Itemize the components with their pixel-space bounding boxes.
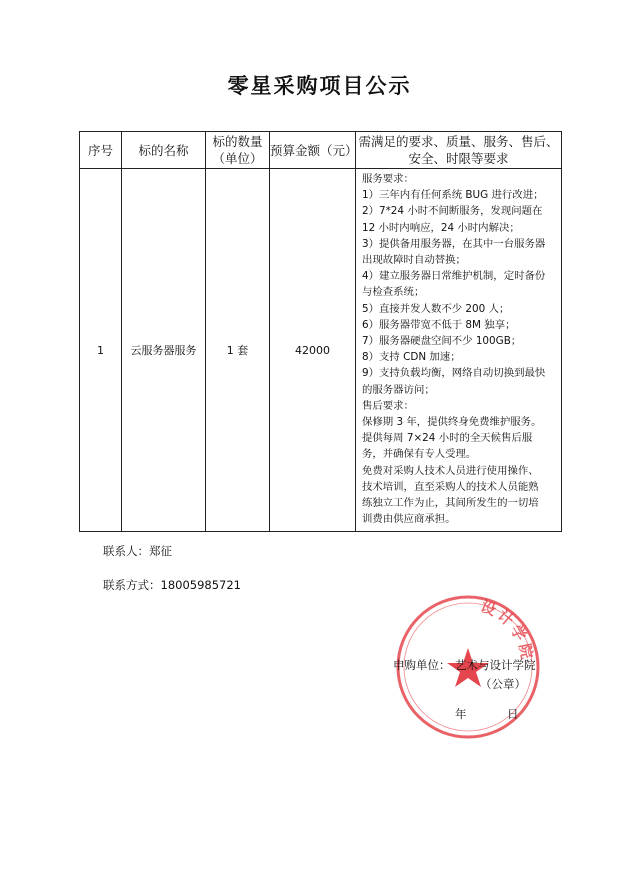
req-line: 4）建立服务器日常维护机制，定时备份	[362, 270, 546, 283]
header-budget: 预算金额（元）	[270, 132, 356, 169]
header-name: 标的名称	[122, 132, 206, 169]
req-line: 免费对采购人技术人员进行使用操作、	[362, 464, 539, 477]
req-line: 服务要求：	[362, 173, 414, 185]
header-seq: 序号	[80, 132, 122, 169]
req-line: 售后要求：	[362, 399, 414, 412]
applicant-label: 申购单位：	[393, 658, 451, 672]
contact-person	[103, 543, 172, 559]
header-req-line2: 安全、时限等要求	[408, 151, 509, 166]
req-line: 2）7*24 小时不间断服务，发现问题在	[362, 205, 543, 218]
req-line: 5）直接并发人数不少 200 人；	[362, 302, 510, 315]
req-line: 技术培训，直至采购人的技术人员能熟	[362, 480, 539, 493]
req-line: 提供每周 7×24 小时的全天候售后服	[362, 432, 533, 445]
contact-phone	[103, 577, 241, 593]
applicant-unit-value: 艺术与设计学院	[455, 658, 536, 672]
page-title: 零星采购项目公示	[227, 74, 412, 98]
req-line: 保修期 3 年，提供终身免费维护服务。	[362, 416, 542, 429]
contact-person-value: 郑征	[149, 544, 172, 558]
cell-name: 云服务器服务	[122, 169, 206, 532]
cell-seq: 1	[80, 169, 122, 532]
procurement-table	[79, 131, 562, 532]
cell-budget: 42000	[270, 169, 356, 532]
req-line: 12 小时内响应，24 小时内解决；	[362, 221, 520, 234]
contact-person-label: 联系人：	[103, 544, 149, 558]
contact-phone-label: 联系方式：	[103, 578, 161, 592]
cell-requirements	[356, 169, 562, 532]
req-line: 的服务器访问；	[362, 383, 435, 396]
req-line: 6）服务器带宽不低于 8M 独享；	[362, 318, 516, 331]
header-qty-line2: （单位）	[212, 151, 263, 166]
table-row	[80, 169, 562, 532]
cell-qty: 1 套	[206, 169, 270, 532]
req-line: 练独立工作为止，其间所发生的一切培	[362, 497, 539, 510]
header-requirements	[356, 132, 562, 169]
req-line: 3）提供备用服务器，在其中一台服务器	[362, 237, 546, 250]
req-line: 1）三年内有任何系统 BUG 进行改进；	[362, 189, 544, 202]
table-header-row	[80, 132, 562, 169]
req-line: 务，并确保有专人受理。	[362, 448, 477, 461]
applicant-unit	[393, 657, 451, 673]
req-line: 训费由供应商承担。	[362, 513, 456, 526]
req-line: 8）支持 CDN 加速；	[362, 351, 461, 364]
req-line: 7）服务器硬盘空间不少 100GB；	[362, 335, 522, 348]
svg-text:设计学院: 设计学院	[478, 597, 537, 664]
req-line: 与检查系统；	[362, 286, 425, 299]
date-year-char: 年	[455, 707, 467, 721]
header-req-line1: 需满足的要求、质量、服务、售后、	[358, 134, 559, 149]
contact-phone-value: 18005985721	[160, 578, 241, 592]
header-qty	[206, 132, 270, 169]
date-day-char: 日	[507, 707, 519, 721]
header-qty-line1: 标的数量	[212, 134, 263, 149]
applicant-seal-note: （公章）	[480, 677, 526, 691]
req-line: 出现故障时自动替换；	[362, 254, 466, 267]
req-line: 9）支持负载均衡，网络自动切换到最快	[362, 367, 546, 380]
